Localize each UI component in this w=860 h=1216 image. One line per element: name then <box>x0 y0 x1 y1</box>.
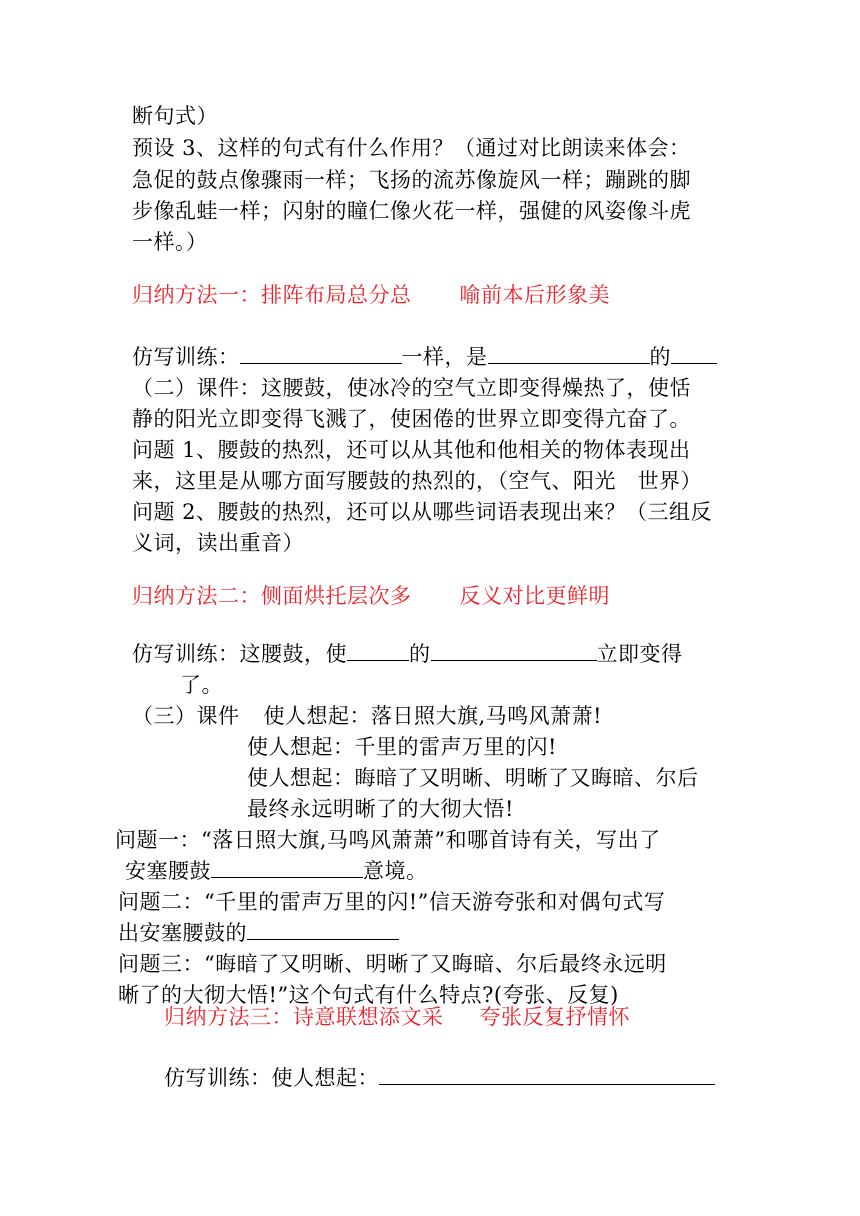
quote-line: 使人想起：晦暗了又明晰、明晰了又晦暗、尔后 <box>247 766 699 790</box>
practice-text: 的 <box>649 345 671 369</box>
text-line <box>132 702 602 730</box>
question-line: 晰了的大彻大悟!”这个句式有什么特点?(夸张、反复) <box>118 983 619 1007</box>
text-line: 断句式） <box>132 104 218 128</box>
practice-text: 的 <box>409 642 431 666</box>
text-line: 急促的鼓点像骤雨一样；飞扬的流苏像旋风一样；蹦跳的脚 <box>132 168 691 192</box>
question-text: 出安塞腰鼓的 <box>118 921 247 945</box>
question-text: 意境。 <box>363 859 428 883</box>
quote-line: 最终永远明晰了的大彻大悟! <box>247 797 514 821</box>
question-text: 安塞腰鼓 <box>125 859 211 883</box>
method-heading-part: 归纳方法二：侧面烘托层次多 <box>132 584 412 608</box>
fill-blank[interactable] <box>379 1064 715 1085</box>
practice-label: 仿写训练：这腰鼓，使 <box>132 642 347 666</box>
fill-blank[interactable] <box>240 343 402 364</box>
practice-line-3 <box>164 1064 715 1092</box>
method-heading-1 <box>132 281 610 309</box>
fill-blank[interactable] <box>347 640 409 661</box>
practice-label: 仿写训练： <box>132 345 240 369</box>
text-line: 预设 3、这样的句式有什么作用？（通过对比朗读来体会： <box>132 136 691 160</box>
method-heading-part: 归纳方法一：排阵布局总分总 <box>132 283 412 307</box>
question-line <box>125 857 428 885</box>
method-heading-part: 反义对比更鲜明 <box>459 584 610 608</box>
practice-line-2 <box>132 640 683 668</box>
method-heading-part: 夸张反复抒情怀 <box>479 1005 630 1029</box>
fill-blank[interactable] <box>431 640 597 661</box>
section-label: （三）课件 <box>132 704 240 728</box>
fill-blank[interactable] <box>488 343 650 364</box>
text-line: 了。 <box>180 673 223 697</box>
text-line: 问题 2、腰鼓的热烈，还可以从哪些词语表现出来？（三组反 <box>132 500 713 524</box>
quote-line: 使人想起：千里的雷声万里的闪! <box>247 735 557 759</box>
question-line <box>118 919 399 947</box>
text-line: 静的阳光立即变得飞溅了，使困倦的世界立即变得亢奋了。 <box>132 407 691 431</box>
practice-text: 立即变得 <box>596 642 683 666</box>
quote-line: 使人想起：落日照大旗,马鸣风萧萧! <box>263 704 603 728</box>
fill-blank[interactable] <box>671 343 717 364</box>
question-line: 问题三：“晦暗了又明晰、明晰了又晦暗、尔后最终永远明 <box>118 952 667 976</box>
text-line: 义词，读出重音） <box>132 531 304 555</box>
method-heading-part: 归纳方法三：诗意联想添文采 <box>164 1005 444 1029</box>
fill-blank[interactable] <box>211 857 363 878</box>
practice-line-1 <box>132 343 717 371</box>
method-heading-part: 喻前本后形象美 <box>459 283 610 307</box>
fill-blank[interactable] <box>247 919 399 940</box>
text-line: （二）课件：这腰鼓，使冰冷的空气立即变得燥热了，使恬 <box>132 376 691 400</box>
method-heading-2 <box>132 582 610 610</box>
practice-text: 一样，是 <box>401 345 488 369</box>
text-line: 步像乱蛙一样；闪射的瞳仁像火花一样，强健的风姿像斗虎 <box>132 199 691 223</box>
method-heading-3 <box>164 1003 630 1031</box>
text-line: 来，这里是从哪方面写腰鼓的热烈的，（空气、阳光 世界） <box>132 469 702 493</box>
text-line: 问题 1、腰鼓的热烈，还可以从其他和他相关的物体表现出 <box>132 438 691 462</box>
question-line: 问题一：“落日照大旗,马鸣风萧萧”和哪首诗有关，写出了 <box>115 828 661 852</box>
text-line: 一样。） <box>132 230 208 254</box>
practice-label: 仿写训练：使人想起： <box>164 1066 379 1090</box>
question-line: 问题二：“千里的雷声万里的闪!”信天游夸张和对偶句式写 <box>118 890 666 914</box>
